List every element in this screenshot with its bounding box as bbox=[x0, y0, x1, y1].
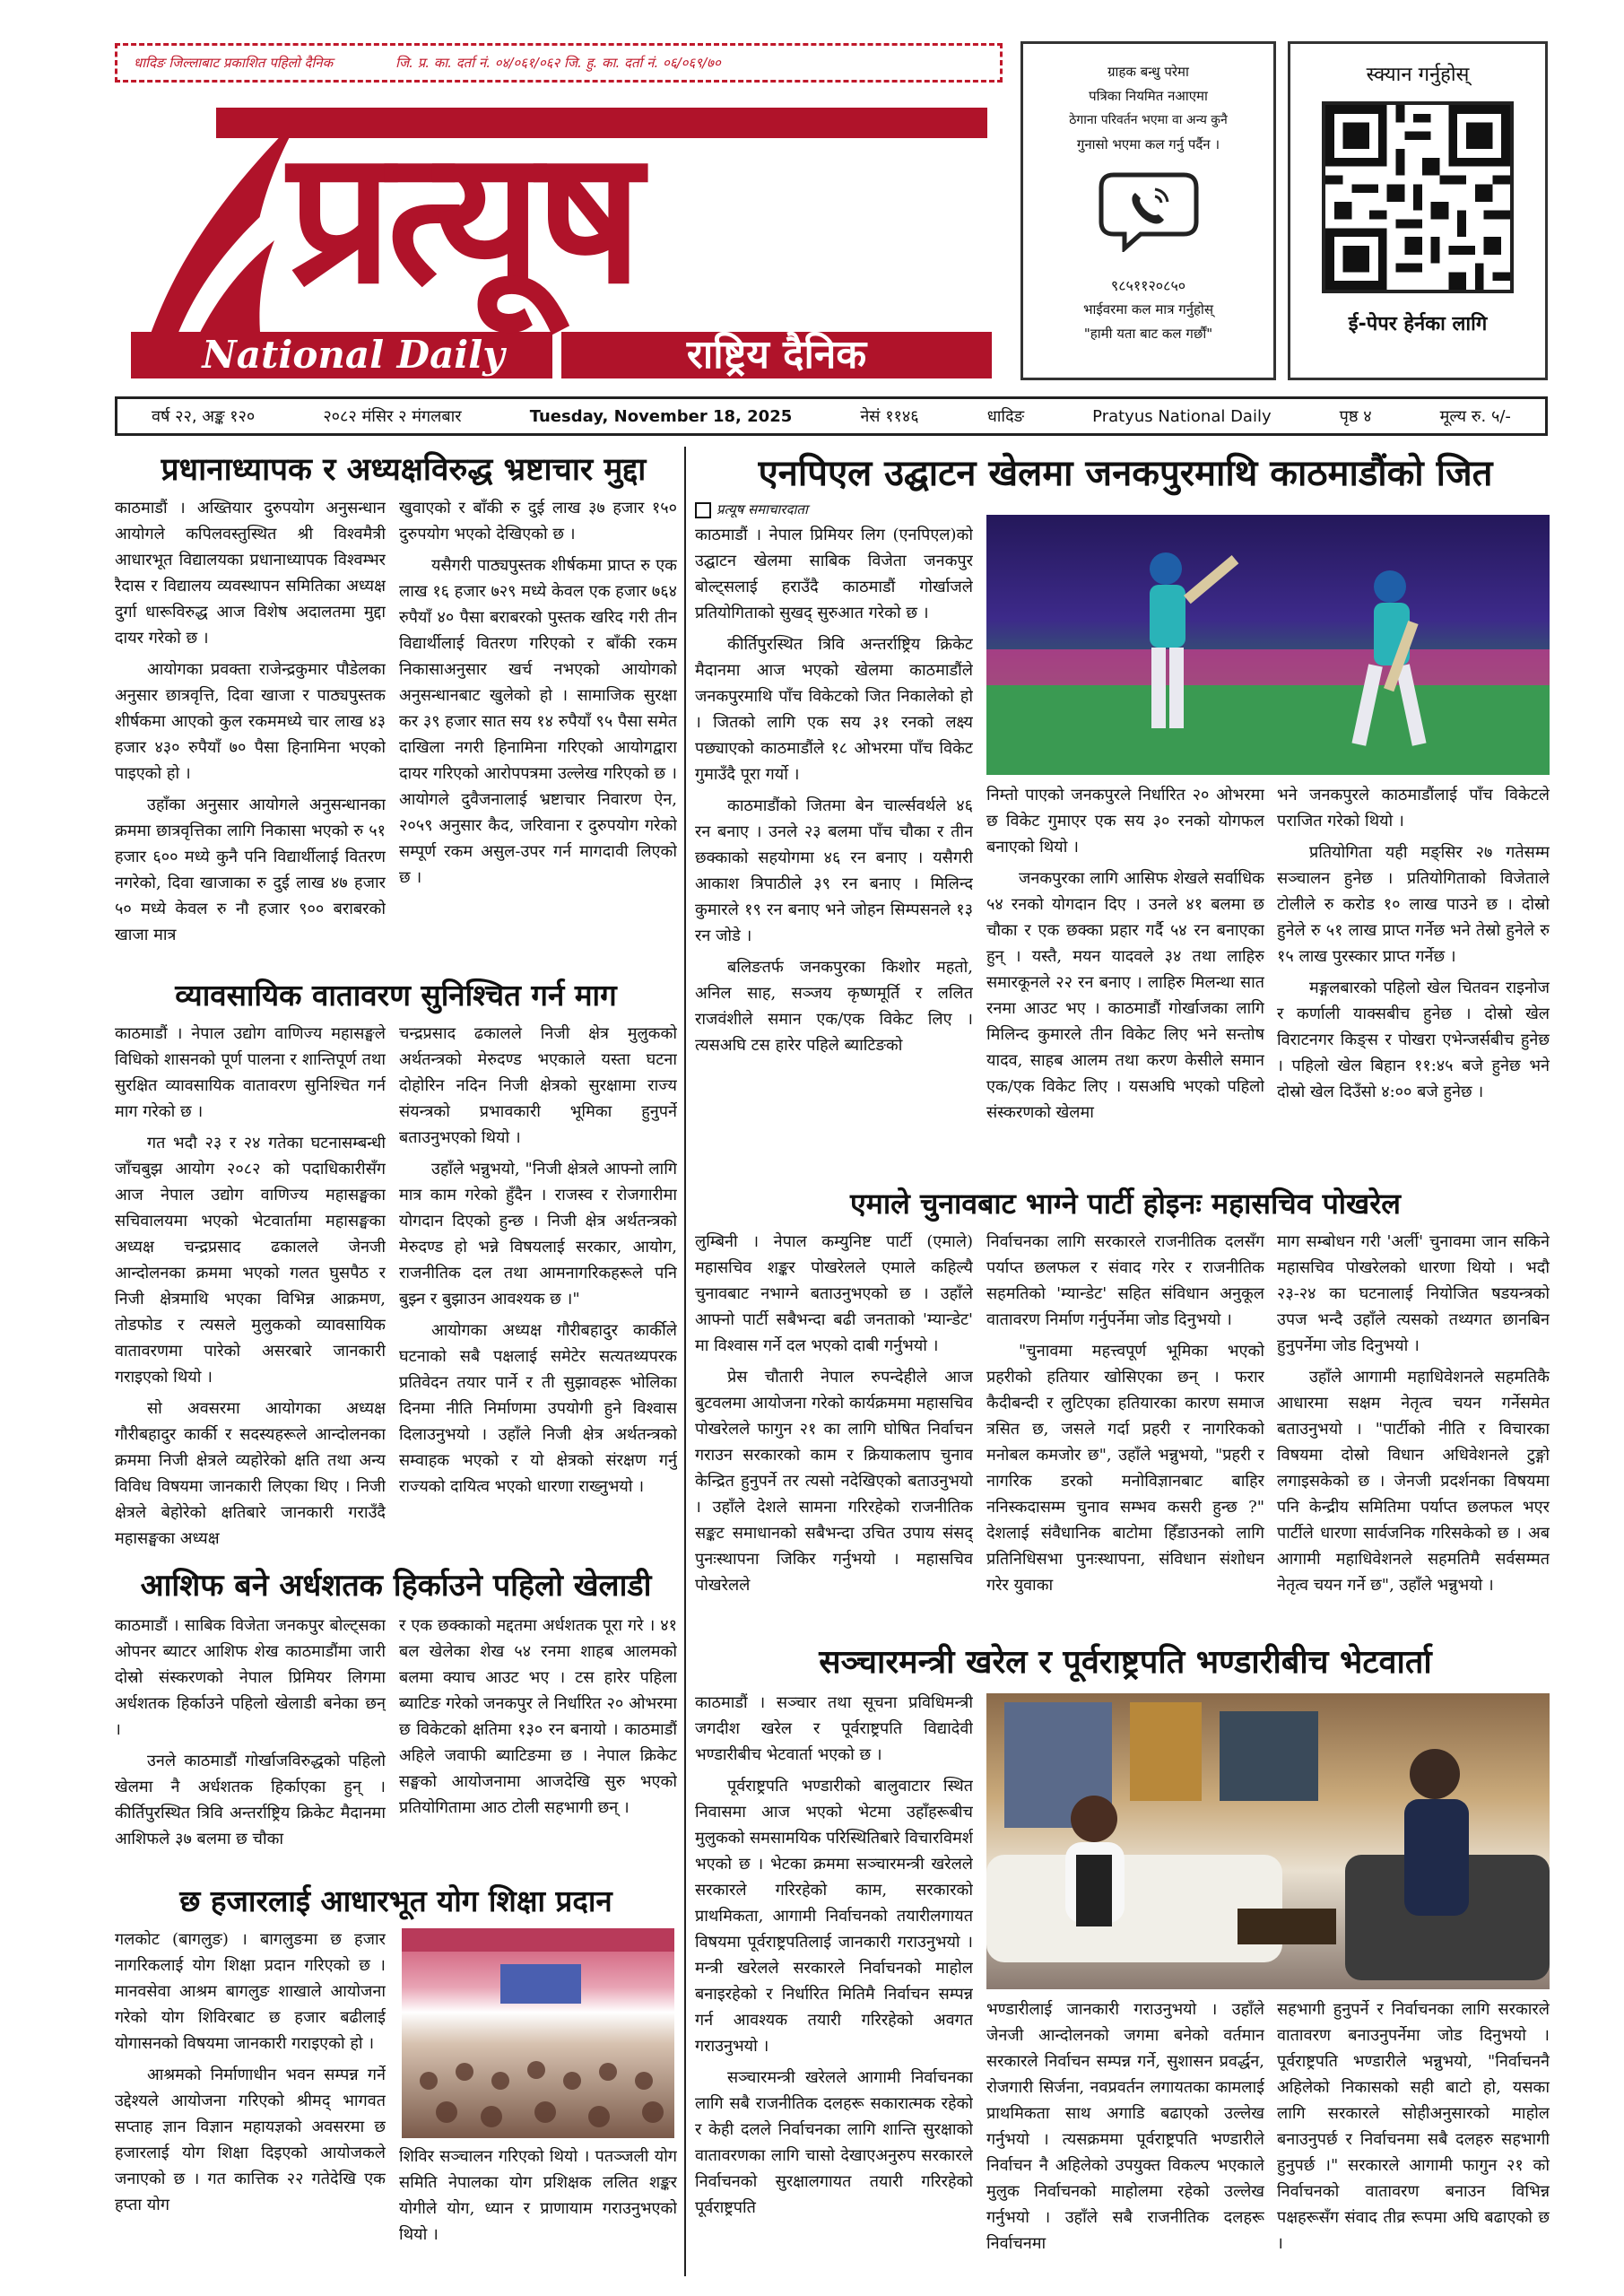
headline-minister-meeting: सञ्चारमन्त्री खरेल र पूर्वराष्ट्रपति भण्डारीबीच भेटवार्ता bbox=[819, 1644, 1432, 1681]
qr-caption: ई-पेपर हेर्नका लागि bbox=[1348, 313, 1488, 335]
date-bar-item: पृष्ठ ४ bbox=[1339, 407, 1372, 426]
info-viber-note: भाईवरमा कल मात्र गर्नुहोस् bbox=[1082, 301, 1213, 317]
article-npl-col3 bbox=[1277, 782, 1550, 1177]
paragraph: मङ्गलबारको पहिलो खेल चितवन राइनोज र कर्णाली याक्सबीच हुनेछ । दोस्रो खेल विराटनगर किङ्स र पोखरा एभेन्जर्सबीच हुनेछ । पहिलो खेल बिहान ११:४५ बजे हुनेछ भने दोस्रो खेल दिउँसो ४:०० बजे हुनेछ । bbox=[1277, 978, 1550, 1101]
epaper-qr-box bbox=[1288, 41, 1548, 380]
masthead-tagline: धादिङ जिल्लाबाट प्रकाशित पहिलो दैनिक bbox=[134, 55, 334, 71]
paragraph: भण्डारीलाई जानकारी गराउनुभयो । उहाँले जेनजी आन्दोलनको जगमा बनेको वर्तमान सरकारले निर्वाचन सम्पन्न गर्ने, सुशासन प्रवर्द्धन, रोजगारी सिर्जना, नवप्रवर्तन लगायतका कामलाई प्राथमिकता साथ अगाडि बढाएको उल्लेख गर्नुभयो । त्यसक्रममा पूर्वराष्ट्रपति भण्डारीले निर्वाचन नै अहिलेको उपयुक्त विकल्प भएकाले मुलुक निर्वाचनको माहोलमा रहेको उल्लेख गर्नुभयो । उहाँले सबै राजनीतिक दलहरू निर्वाचनमा bbox=[986, 2000, 1264, 2253]
cricket-match-photo bbox=[986, 515, 1550, 775]
date-bar-item: Tuesday, November 18, 2025 bbox=[529, 406, 793, 426]
logo-nepali-text: राष्ट्रिय दैनिक bbox=[686, 332, 867, 378]
paragraph: काठमाडौं । सञ्चार तथा सूचना प्रविधिमन्त्री जगदीश खरेल र पूर्वराष्ट्रपति विद्यादेवी भण्डारीबीच भेटवार्ता भएको छ । bbox=[695, 1693, 973, 1764]
paragraph: माग सम्बोधन गरी 'अर्ली' चुनावमा जान सकिने महासचिव पोखरेलको धारणा थियो । भदौ २३-२४ का घटनालाई नियोजित षडयन्त्रको उपज भन्दै उहाँले त्यसको तथ्यगत छानबिन हुनुपर्नेमा जोड दिनुभयो । bbox=[1277, 1232, 1550, 1355]
info-line: ठेगाना परिवर्तन भएमा वा अन्य कुनै bbox=[1069, 113, 1228, 127]
article-npl-col2 bbox=[986, 782, 1264, 1177]
paragraph: उहाँले आगामी महाधिवेशनले सहमतिकै आधारमा सक्षम नेतृत्व चयन गर्नेसमेत बताउनुभयो । "पार्टीको नीति र विचारका विषयमा दोस्रो विधान अधिवेशनले टुङ्गो लगाइसकेको छ । जेनजी प्रदर्शनका विषयमा पनि केन्द्रीय समितिमा पर्याप्त छलफल भएर पार्टीले धारणा सार्वजनिक गरिसकेको छ । अब आगामी महाधिवेशनले सहमतिमै सर्वसम्मत नेतृत्व चयन गर्ने छ", उहाँले भन्नुभयो । bbox=[1277, 1368, 1550, 1595]
qr-title: स्क्यान गर्नुहोस् bbox=[1366, 64, 1470, 86]
paragraph: प्रतियोगिता यही मङ्सिर २७ गतेसम्म सञ्चालन हुनेछ । प्रतियोगिताको विजेताले टोलीले रु करोड १० लाख पाउने छ । दोस्रो हुनेले रु ५१ लाख प्राप्त गर्नेछ भने तेस्रो हुनेले रु १५ लाख पुरस्कार प्राप्त गर्नेछ । bbox=[1277, 843, 1550, 966]
paragraph: काठमाडौं । नेपाल उद्योग वाणिज्य महासङ्घले विधिको शासनको पूर्ण पालना र शान्तिपूर्ण तथा सुरक्षित व्यावसायिक वातावरण सुनिश्चित गर्न माग गरेको छ । bbox=[115, 1024, 386, 1121]
headline-ashif-fifty: आशिफ बने अर्धशतक हिर्काउने पहिलो खेलाडी bbox=[140, 1568, 652, 1604]
article-minister-col1 bbox=[695, 1690, 973, 2276]
paragraph: र एक छक्काको मद्दतमा अर्धशतक पूरा गरे । ४१ बल खेलेका शेख ५४ रनमा शाहब आलमको बलमा क्याच आउट भए । टस हारेर पहिला ब्याटिङ गरेको जनकपुर ले निर्धारित २० ओभरमा छ विकेटको क्षतिमा १३० रन बनायो । काठमाडौं अहिले जवाफी ब्याटिङमा छ । नेपाल क्रिकेट सङ्घको आयोजनामा आजदेखि सुरु भएको प्रतियोगितामा आठ टोली सहभागी छन् । bbox=[399, 1616, 677, 1817]
paragraph: चन्द्रप्रसाद ढकालले निजी क्षेत्र मुलुकको अर्थतन्त्रको मेरुदण्ड भएकाले यस्ता घटना दोहोरिन नदिन निजी क्षेत्रको सुरक्षामा राज्य संयन्त्रको प्रभावकारी भूमिका हुनुपर्ने बताउनुभएको थियो । bbox=[399, 1024, 677, 1147]
date-bar-item: नेसं ११४६ bbox=[860, 407, 919, 426]
byline-text: प्रत्यूष समाचारदाता bbox=[716, 501, 808, 517]
date-bar-item: धादिङ bbox=[986, 407, 1025, 426]
paragraph: निर्वाचनका लागि सरकारले राजनीतिक दलसँग पर्याप्त छलफल र संवाद गरेर र राजनीतिक सहमतिको 'म्यान्डेट' सहित संविधान अनुकूल वातावरण निर्माण गर्नुपर्नेमा जोड दिनुभयो । bbox=[986, 1232, 1264, 1329]
paragraph: सञ्चारमन्त्री खरेलले आगामी निर्वाचनका लागि सबै राजनीतिक दलहरू सकारात्मक रहेको र केही दलले निर्वाचनका लागि शान्ति सुरक्षाको वातावरणका लागि चासो देखाएअनुरुप सरकारले निर्वाचनको सुरक्षालगायत तयारी गरिरहेको पूर्वराष्ट्रपति bbox=[695, 2068, 973, 2217]
article-minister-col3 bbox=[1277, 1996, 1550, 2276]
paragraph: गत भदौ २३ र २४ गतेका घटनासम्बन्धी जाँचबुझ आयोग २०८२ को पदाधिकारीसँग आज नेपाल उद्योग वाणिज्य महासङ्घका सचिवालयमा भएको भेटवार्तामा महासङ्घका अध्यक्ष चन्द्रप्रसाद ढकालले जेनजी आन्दोलनका क्रममा भएको गलत घुसपैठ र निजी क्षेत्रमाथि भएका विभिन्न आक्रमण, तोडफोड र त्यसले मुलुकको व्यावसायिक वातावरणमा पारेको असरबारे जानकारी गराइएको थियो । bbox=[115, 1134, 386, 1387]
date-bar-item: २०८२ मंसिर २ मंगलबार bbox=[323, 407, 462, 426]
logo-main-text: प्रत्यूष bbox=[288, 111, 638, 325]
yoga-photo-caption bbox=[399, 2144, 677, 2276]
article-corruption-col1 bbox=[115, 495, 386, 974]
info-slogan: "हामी यता बाट कल गर्छौं" bbox=[1083, 326, 1213, 342]
viber-phone-icon bbox=[1096, 166, 1202, 252]
date-bar-item: Pratyus National Daily bbox=[1092, 406, 1272, 426]
article-corruption-col2 bbox=[399, 495, 677, 974]
paragraph: प्रेस चौतारी नेपाल रुपन्देहीले आज बुटवलमा आयोजना गरेको कार्यक्रममा महासचिव पोखरेलले फागुन २१ का लागि घोषित निर्वाचन गराउन सरकारको काम र क्रियाकलाप चुनाव केन्द्रित हुनुपर्ने तर त्यसो नदेखिएको बताउनुभयो । उहाँले देशले सामना गरिरहेको राजनीतिक सङ्कट समाधानको सबैभन्दा उचित उपाय संसद् पुनःस्थापना जिकिर गर्नुभयो । महासचिव पोखरेलले bbox=[695, 1368, 973, 1595]
article-minister-col2 bbox=[986, 1996, 1264, 2276]
paragraph: "चुनावमा महत्त्वपूर्ण भूमिका भएको प्रहरीको हतियार खोसिएका छन् । फरार कैदीबन्दी र लुटिएका हतियारका कारण समाज त्रसित छ, जसले गर्दा प्रहरी र नागरिकको मनोबल कमजोर छ", उहाँले भन्नुभयो, "प्रहरी र नागरिक डरको मनोविज्ञानबाट बाहिर ननिस्कदासम्म चुनाव सम्भव कसरी हुन्छ ?" देशलाई संवैधानिक बाटोमा हिँडाउनको लागि प्रतिनिधिसभा पुनःस्थापना, संविधान संशोधन गरेर युवाका bbox=[986, 1342, 1264, 1595]
headline-business-environment: व्यावसायिक वातावरण सुनिश्चित गर्न माग bbox=[175, 978, 617, 1013]
paragraph: भने जनकपुरले काठमाडौंलाई पाँच विकेटले पराजित गरेको थियो । bbox=[1277, 786, 1550, 831]
paragraph: खुवाएको र बाँकी रु दुई लाख ३७ हजार १५० दुरुपयोग भएको देखिएको छ । bbox=[399, 499, 677, 544]
headline-corruption-case: प्रधानाध्यापक र अध्यक्षविरुद्ध भ्रष्टाचार मुद्दा bbox=[161, 452, 647, 488]
headline-uml-election: एमाले चुनावबाट भाग्ने पार्टी होइनः महासचिव पोखरेल bbox=[849, 1187, 1401, 1221]
paragraph: आश्रमको निर्माणाधीन भवन सम्पन्न गर्ने उद्देश्यले आयोजना गरिएको श्रीमद् भागवत सप्ताह ज्ञान विज्ञान महायज्ञको अवसरमा छ हजारलाई योग शिक्षा दिइएको आयोजकले जनाएको छ । गत कात्तिक २२ गतेदेखि एक हप्ता योग bbox=[115, 2066, 386, 2214]
paragraph: लुम्बिनी । नेपाल कम्युनिष्ट पार्टी (एमाले) महासचिव शङ्कर पोखरेलले एमाले कहिल्यै चुनावबाट नभाग्ने बताउनुभएको छ । उहाँले आफ्नो पार्टी सबैभन्दा बढी जनताको 'म्यान्डेट' मा विश्वास गर्ने दल भएको दाबी गर्नुभयो । bbox=[695, 1232, 973, 1355]
masthead-logo bbox=[131, 97, 996, 382]
subscriber-info-box bbox=[1020, 41, 1276, 380]
paragraph: काठमाडौं । साबिक विजेता जनकपुर बोल्ट्सका ओपनर ब्याटर आशिफ शेख काठमाडौंमा जारी दोस्रो संस्करणको नेपाल प्रिमियर लिगमा अर्धशतक हिर्काउने पहिलो खेलाडी बनेका छन् । bbox=[115, 1616, 386, 1739]
paragraph: काठमाडौं । अख्तियार दुरुपयोग अनुसन्धान आयोगले कपिलवस्तुस्थित श्री विश्वमैत्री आधारभूत विद्यालयका प्रधानाध्यापक विश्वम्भर रैदास र विद्यालय व्यवस्थापन समितिका अध्यक्ष दुर्गा धारूविरुद्ध आज विशेष अदालतमा मुद्दा दायर गरेको छ । bbox=[115, 499, 386, 648]
headline-npl-opening: एनपिएल उद्घाटन खेलमा जनकपुरमाथि काठमाडौंको जित bbox=[758, 453, 1493, 494]
byline-box-icon bbox=[695, 502, 711, 518]
paragraph: काठमाडौं । नेपाल प्रिमियर लिग (एनपिएल)को उद्घाटन खेलमा साबिक विजेता जनकपुर बोल्ट्सलाई हराउँदै काठमाडौं गोर्खाजले प्रतियोगिताको सुखद् सुरुआत गरेको छ । bbox=[695, 526, 973, 622]
paragraph: जनकपुरका लागि आसिफ शेखले सर्वाधिक ५४ रनको योगदान दिए । उनले ४१ बलमा छ चौका र एक छक्का प्रहार गर्दै ५४ रन बनाएका हुन् । यस्तै, मयन यादवले ३४ तथा लाहिरु समारकूनले २२ रन बनाए । लाहिरु मिलन्था सात रनमा आउट भए । काठमाडौं गोर्खाजका लागि मिलिन्द कुमारले तीन विकेट लिए भने सन्तोष यादव, साहब आलम तथा करण केसीले समान एक/एक विकेट लिए । यसअघि भएको पहिलो संस्करणको खेलमा bbox=[986, 869, 1264, 1122]
logo-english-text: National Daily bbox=[202, 333, 505, 377]
info-phone-number: ९८५११२०८५० bbox=[1110, 277, 1186, 294]
article-uml-col3 bbox=[1277, 1229, 1550, 1632]
date-bar-item: वर्ष २२, अङ्क १२० bbox=[152, 407, 256, 426]
paragraph: यसैगरी पाठ्यपुस्तक शीर्षकमा प्राप्त रु एक लाख १६ हजार ७२९ मध्ये केवल एक हजार ७६४ रुपैयाँ ४० पैसा बराबरको पुस्तक खरिद गरी तीन विद्यार्थीलाई वितरण गरिएको र बाँकी रकम निकासाअनुसार खर्च नभएको आयोगको अनुसन्धानबाट खुलेको हो । सामाजिक सुरक्षा कर ३९ हजार सात सय १४ रुपैयाँ ९५ पैसा समेत दाखिला नगरी हिनामिना गरिएको आयोगद्वारा दायर गरिएको आरोपपत्रमा उल्लेख गरिएको छ । आयोगले दुवैजनालाई भ्रष्टाचार निवारण ऐन, २०५९ अनुसार कैद, जरिवाना र दुरुपयोग गरेको सम्पूर्ण रकम असुल-उपर गर्न मागदावी लिएको छ । bbox=[399, 556, 677, 887]
paragraph: सो अवसरमा आयोगका अध्यक्ष गौरीबहादुर कार्की र सदस्यहरूले आन्दोलनका क्रममा निजी क्षेत्रले व्यहोरेको क्षति तथा अन्य विविध विषयमा जानकारी लिएका थिए । निजी क्षेत्रले बेहोरेको क्षतिबारे जानकारी गराउँदै महासङ्घका अध्यक्ष bbox=[115, 1399, 386, 1548]
column-divider bbox=[684, 447, 686, 2276]
masthead-registration: जि. प्र. का. दर्ता नं. ०४/०६१/०६२ जि. हु. का. दर्ता नं. ०६/०६९/७० bbox=[395, 55, 721, 71]
article-uml-col1 bbox=[695, 1229, 973, 1632]
paragraph: काठमाडौंको जितमा बेन चार्ल्सवर्थले ४६ रन बनाए । उनले २३ बलमा पाँच चौका र तीन छक्काको सहयोगमा ४६ रन बनाए । यसैगरी आकाश त्रिपाठीले ३९ रन बनाए । मिलिन्द कुमारले १९ रन बनाए भने जोहन सिम्पसनले १३ रन जोडे । bbox=[695, 796, 973, 945]
paragraph: उहाँका अनुसार आयोगले अनुसन्धानका क्रममा छात्रवृत्तिका लागि निकासा भएको रु ५१ हजार ६०० मध्ये कुनै पनि विद्यार्थीलाई वितरण नगरेको, दिवा खाजाका रु दुई लाख ४७ हजार ५० मध्ये केवल रु नौ हजार ९०० बराबरको खाजा मात्र bbox=[115, 796, 386, 944]
article-npl-col1 bbox=[695, 522, 973, 1177]
paragraph: आयोगका प्रवक्ता राजेन्द्रकुमार पौडेलका अनुसार छात्रवृत्ति, दिवा खाजा र पाठ्यपुस्तक शीर्षकमा आएको कुल रकममध्ये चार लाख ४३ हजार ४३० रुपैयाँ ७० पैसा हिनामिना भएको पाइएको हो । bbox=[115, 660, 386, 783]
paragraph: उहाँले भन्नुभयो, "निजी क्षेत्रले आफ्नो लागि मात्र काम गरेको हुँदैन । राजस्व र रोजगारीमा योगदान दिएको हुन्छ । निजी क्षेत्र अर्थतन्त्रको मेरुदण्ड हो भन्ने विषयलाई सरकार, आयोग, राजनीतिक दल तथा आमनागरिकहरूले पनि बुझ्न र बुझाउन आवश्यक छ ।" bbox=[399, 1160, 677, 1309]
paragraph: कीर्तिपुरस्थित त्रिवि अन्तर्राष्ट्रिय क्रिकेट मैदानमा आज भएको खेलमा काठमाडौंले जनकपुरमाथि पाँच विकेटको जित निकालेको हो । जितको लागि एक सय ३१ रनको लक्ष्य पछ्याएको काठमाडौंले १८ ओभरमा पाँच विकेट गुमाउँदै पूरा गर्यो । bbox=[695, 635, 973, 784]
info-line: ग्राहक बन्धु परेमा bbox=[1107, 64, 1189, 80]
date-bar-item: मूल्य रु. ५/- bbox=[1439, 407, 1511, 426]
paragraph: उनले काठमाडौं गोर्खाजविरुद्धको पहिलो खेलमा नै अर्धशतक हिर्काएका हुन् । कीर्तिपुरस्थित त्रिवि अन्तर्राष्ट्रिय क्रिकेट मैदानमा आशिफले ३७ बलमा छ चौका bbox=[115, 1752, 386, 1848]
paragraph: सहभागी हुनुपर्ने र निर्वाचनका लागि सरकारले वातावरण बनाउनुपर्नेमा जोड दिनुभयो । पूर्वराष्ट्रपति भण्डारीले भन्नुभयो, "निर्वाचननै अहिलेको निकासको सही बाटो हो, यसका लागि सरकारले सोहीअनुसारको माहोल बनाउनुपर्छ र निर्वाचनमा सबै दलहरु सहभागी हुनुपर्छ ।" सरकारले आगामी फागुन २१ को निर्वाचनको वातावरण बनाउन विभिन्न पक्षहरूसँग संवाद तीव्र रूपमा अघि बढाएको छ । bbox=[1277, 2000, 1550, 2253]
info-line: गुनासो भएमा कल गर्नु पर्दैन । bbox=[1076, 136, 1220, 152]
qr-code-icon bbox=[1322, 101, 1514, 293]
masthead-tagline-strip bbox=[115, 43, 1003, 83]
article-business-col1 bbox=[115, 1021, 386, 1557]
headline-yoga-education: छ हजारलाई आधारभूत योग शिक्षा प्रदान bbox=[179, 1883, 612, 1918]
paragraph: आयोगका अध्यक्ष गौरीबहादुर कार्कीले घटनाको सबै पक्षलाई समेटेर सत्यतथ्यपरक प्रतिवेदन तयार पार्ने र ती सुझावहरू भोलिका दिनमा नीति निर्माणमा उपयोगी हुने विश्वास दिलाउनुभयो । उहाँले निजी क्षेत्र अर्थतन्त्रको सम्वाहक भएको र यो क्षेत्रको संरक्षण गर्नु राज्यको दायित्व भएको धारणा राख्नुभयो । bbox=[399, 1321, 677, 1496]
article-ashif-col1 bbox=[115, 1613, 386, 1873]
paragraph: गलकोट (बागलुङ) । बागलुङमा छ हजार नागरिकलाई योग शिक्षा प्रदान गरिएको छ । मानवसेवा आश्रम बागलुङ शाखाले आयोजना गरेको योग शिविरबाट छ हजार बढीलाई योगासनको विषयमा जानकारी गराइएको हो । bbox=[115, 1930, 386, 2053]
paragraph: बलिङतर्फ जनकपुरका किशोर महतो, अनिल साह, सञ्जय कृष्णमूर्ति र ललित राजवंशीले समान एक/एक विकेट लिए । त्यसअघि टस हारेर पहिले ब्याटिङको bbox=[695, 958, 973, 1055]
paragraph: पूर्वराष्ट्रपति भण्डारीको बालुवाटार स्थित निवासमा आज भएको भेटमा उहाँहरूबीच मुलुकको समसामयिक परिस्थितिबारे विचारविमर्श भएको छ । भेटका क्रममा सञ्चारमन्त्री खरेलले सरकारले गरिरहेको काम, सरकारको प्राथमिकता, आगामी निर्वाचनको तयारीलगायत विषयमा पूर्वराष्ट्रपतिलाई जानकारी गराउनुभयो । मन्त्री खरेलले सरकारले निर्वाचनको माहोल बनाइरहेको र निर्धारित मितिमै निर्वाचन सम्पन्न गर्न आवश्यक तयारी गरिरहेको अवगत गराउनुभयो । bbox=[695, 1777, 973, 2056]
article-ashif-col2 bbox=[399, 1613, 677, 1873]
info-line: पत्रिका नियमित नआएमा bbox=[1089, 88, 1208, 104]
article-uml-col2 bbox=[986, 1229, 1264, 1632]
byline bbox=[695, 500, 808, 518]
date-bar bbox=[115, 396, 1548, 436]
article-yoga-col1 bbox=[115, 1926, 386, 2276]
paragraph: निम्तो पाएको जनकपुरले निर्धारित २० ओभरमा छ विकेट गुमाएर एक सय ३० रनको योगफल बनाएको थियो । bbox=[986, 786, 1264, 857]
article-business-col2 bbox=[399, 1021, 677, 1557]
yoga-camp-photo bbox=[402, 1928, 674, 2138]
minister-meeting-photo bbox=[986, 1693, 1550, 1989]
paragraph: शिविर सञ्चालन गरिएको थियो । पतञ्जली योग समिति नेपालका योग प्रशिक्षक ललित शङ्कर योगीले योग, ध्यान र प्राणायाम गराउनुभएको थियो । bbox=[399, 2147, 677, 2244]
